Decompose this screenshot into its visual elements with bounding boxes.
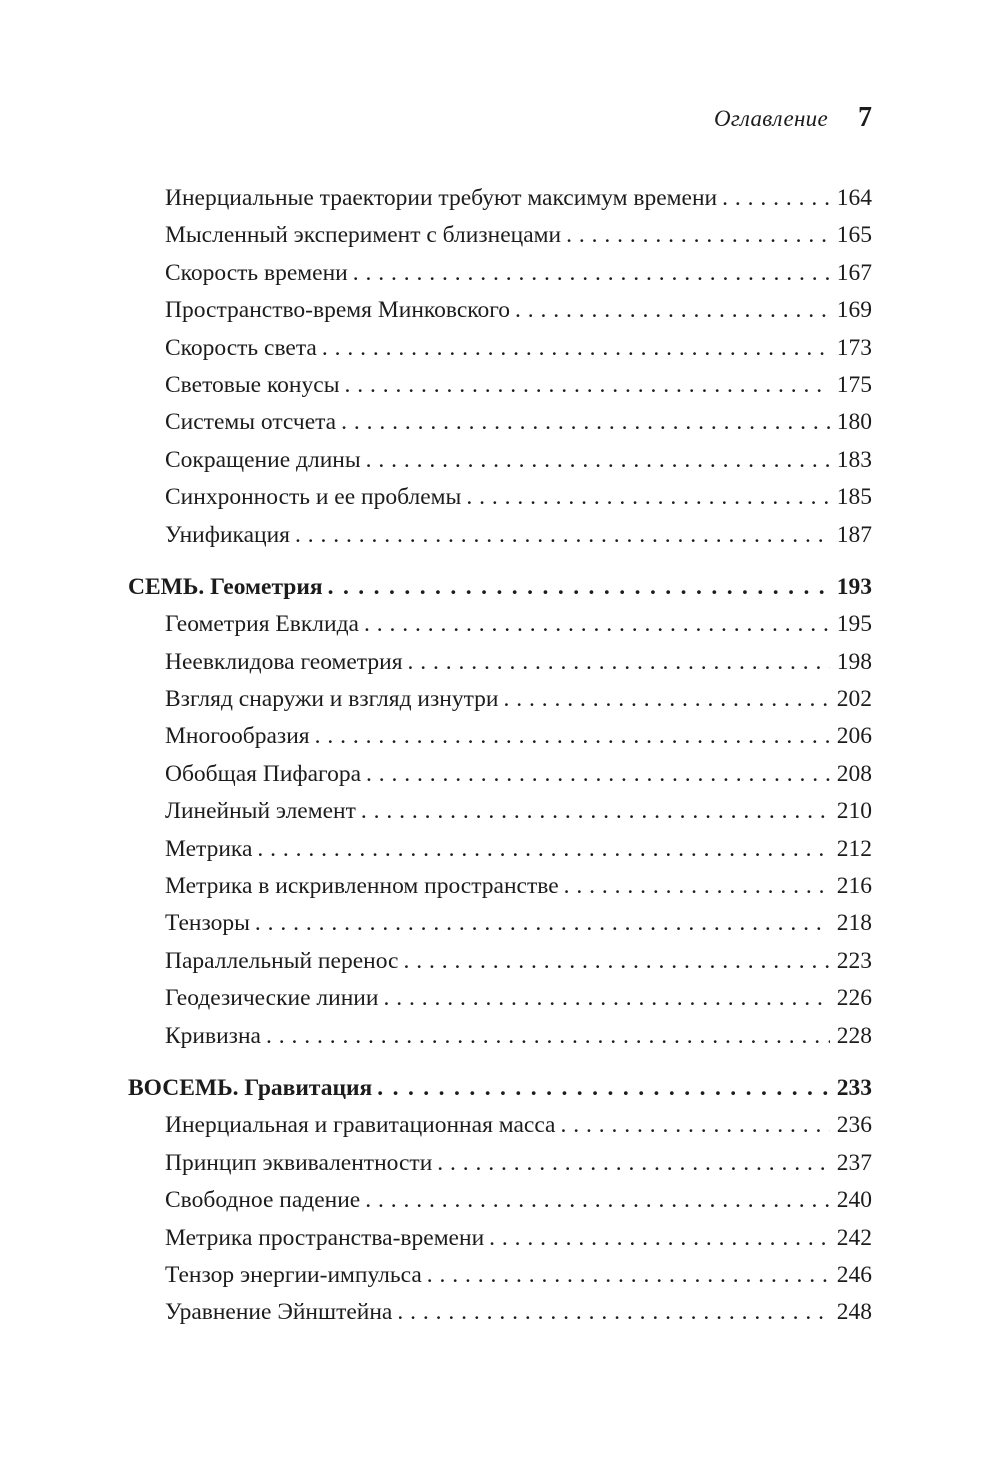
toc-page-number: 198 bbox=[836, 648, 872, 675]
toc-entry bbox=[128, 943, 872, 980]
toc-page-number: 237 bbox=[836, 1149, 872, 1176]
dot-leader bbox=[564, 868, 830, 905]
dot-leader bbox=[353, 255, 830, 292]
toc-page-number: 187 bbox=[836, 521, 872, 548]
toc-page-number: 164 bbox=[836, 185, 872, 211]
toc-page-number: 195 bbox=[836, 611, 872, 638]
toc-entry bbox=[128, 1294, 872, 1331]
toc-entry bbox=[128, 404, 872, 441]
toc-entry bbox=[128, 292, 872, 329]
dot-leader bbox=[408, 644, 830, 681]
toc-entry-title: Скорость света bbox=[165, 334, 317, 361]
toc-entry bbox=[128, 831, 872, 868]
dot-leader bbox=[366, 756, 830, 793]
toc-page-number: 216 bbox=[836, 873, 872, 900]
toc-entry-title: Сокращение длины bbox=[165, 446, 361, 473]
toc-page-number: 212 bbox=[836, 835, 872, 862]
toc-entry bbox=[128, 255, 872, 292]
toc-entry-title: Унификация bbox=[165, 521, 290, 548]
toc-page-number: 228 bbox=[836, 1022, 872, 1049]
toc-page-number: 206 bbox=[836, 723, 872, 750]
toc-entry-title: Геометрия Евклида bbox=[165, 611, 359, 638]
toc-entry-title: Свободное падение bbox=[165, 1187, 361, 1214]
toc-entry bbox=[128, 367, 872, 404]
toc-entry bbox=[128, 905, 872, 942]
toc-entry-title: Метрика в искривленном пространстве bbox=[165, 873, 559, 900]
toc-entry-title: Мысленный эксперимент с близнецами bbox=[165, 222, 562, 249]
dot-leader bbox=[722, 180, 830, 217]
toc-chapter-entry bbox=[128, 569, 872, 606]
toc-page-number: 223 bbox=[836, 947, 872, 974]
dot-leader bbox=[266, 1018, 830, 1055]
dot-leader bbox=[566, 217, 830, 254]
toc-page-number: 165 bbox=[836, 222, 872, 249]
toc-entry bbox=[128, 330, 872, 367]
toc-chapter-entry bbox=[128, 1070, 872, 1107]
running-header bbox=[714, 102, 872, 134]
toc-page-number: 173 bbox=[836, 334, 872, 361]
toc-entry bbox=[128, 644, 872, 681]
toc-entry-title: Световые конусы bbox=[165, 371, 340, 398]
toc-page-number: 218 bbox=[836, 910, 872, 937]
toc-entry bbox=[128, 756, 872, 793]
dot-leader bbox=[341, 404, 830, 441]
dot-leader bbox=[295, 517, 830, 554]
toc-entry bbox=[128, 793, 872, 830]
dot-leader bbox=[344, 367, 829, 404]
toc-entry bbox=[128, 479, 872, 516]
toc-page-number: 248 bbox=[836, 1299, 872, 1326]
toc-entry-title: Метрика bbox=[165, 835, 253, 862]
toc-chapter-title: ВОСЕМЬ. Гравитация bbox=[128, 1074, 373, 1101]
toc-page-number: 233 bbox=[836, 1074, 872, 1101]
toc-page-number: 202 bbox=[836, 686, 872, 713]
dot-leader bbox=[328, 569, 830, 606]
table-of-contents bbox=[128, 180, 872, 1332]
toc-entry-title: Инерциальные траектории требуют максимум времени bbox=[165, 185, 718, 211]
toc-entry-title: Параллельный перенос bbox=[165, 947, 399, 974]
dot-leader bbox=[365, 1182, 830, 1219]
dot-leader bbox=[560, 1107, 829, 1144]
dot-leader bbox=[322, 330, 830, 367]
toc-entry bbox=[128, 517, 872, 554]
toc-entry-title: Пространство-время Минковского bbox=[165, 297, 511, 324]
toc-page-number: 236 bbox=[836, 1112, 872, 1139]
dot-leader bbox=[466, 479, 829, 516]
toc-entry-title: Обобщая Пифагора bbox=[165, 760, 362, 787]
toc-page-number: 242 bbox=[836, 1224, 872, 1251]
toc-entry-title: Метрика пространства-времени bbox=[165, 1224, 485, 1251]
toc-entry bbox=[128, 1018, 872, 1055]
dot-leader bbox=[397, 1294, 829, 1331]
toc-entry bbox=[128, 980, 872, 1017]
toc-page-number: 226 bbox=[836, 985, 872, 1012]
toc-entry-title: Принцип эквивалентности bbox=[165, 1149, 433, 1176]
toc-page-number: 208 bbox=[836, 760, 872, 787]
toc-page-number: 183 bbox=[836, 446, 872, 473]
toc-page-number: 167 bbox=[836, 259, 872, 286]
toc-entry bbox=[128, 1107, 872, 1144]
toc-entry-title: Многообразия bbox=[165, 723, 310, 750]
toc-entry-title: Взгляд снаружи и взгляд изнутри bbox=[165, 686, 499, 713]
dot-leader bbox=[255, 905, 830, 942]
dot-leader bbox=[437, 1145, 829, 1182]
dot-leader bbox=[257, 831, 829, 868]
dot-leader bbox=[366, 442, 830, 479]
dot-leader bbox=[427, 1257, 830, 1294]
toc-page-number: 185 bbox=[836, 484, 872, 511]
running-header-title: Оглавление bbox=[713, 106, 828, 131]
dot-leader bbox=[504, 681, 830, 718]
toc-entry-title: Скорость времени bbox=[165, 259, 348, 286]
toc-entry-title: Неевклидова геометрия bbox=[165, 648, 403, 675]
dot-leader bbox=[489, 1220, 830, 1257]
toc-entry-title: Тензоры bbox=[165, 910, 250, 937]
toc-entry-title: Геодезические линии bbox=[165, 985, 379, 1012]
toc-page-number: 193 bbox=[836, 573, 872, 600]
toc-entry bbox=[128, 718, 872, 755]
dot-leader bbox=[361, 793, 830, 830]
dot-leader bbox=[364, 606, 830, 643]
toc-entry bbox=[128, 681, 872, 718]
page-number: 7 bbox=[858, 102, 872, 133]
toc-entry bbox=[128, 1145, 872, 1182]
toc-entry bbox=[128, 1257, 872, 1294]
dot-leader bbox=[383, 980, 829, 1017]
toc-entry-title: Инерциальная и гравитационная масса bbox=[165, 1112, 556, 1139]
toc-entry-title: Кривизна bbox=[165, 1022, 261, 1049]
toc-entry bbox=[128, 868, 872, 905]
toc-entry bbox=[128, 606, 872, 643]
toc-entry-title: Системы отсчета bbox=[165, 409, 337, 436]
toc-entry bbox=[128, 180, 872, 217]
toc-page-number: 175 bbox=[836, 371, 872, 398]
toc-entry-title: Синхронность и ее проблемы bbox=[165, 484, 462, 511]
toc-page-number: 240 bbox=[836, 1187, 872, 1214]
toc-page-number: 246 bbox=[836, 1261, 872, 1288]
toc-entry bbox=[128, 1220, 872, 1257]
dot-leader bbox=[315, 718, 830, 755]
toc-page-number: 180 bbox=[836, 409, 872, 436]
toc-entry bbox=[128, 217, 872, 254]
dot-leader bbox=[377, 1070, 830, 1107]
toc-page-number: 169 bbox=[836, 297, 872, 324]
toc-entry-title: Тензор энергии-импульса bbox=[165, 1261, 422, 1288]
toc-entry-title: Линейный элемент bbox=[165, 798, 356, 825]
toc-page-number: 210 bbox=[836, 798, 872, 825]
toc-entry bbox=[128, 442, 872, 479]
toc-entry bbox=[128, 1182, 872, 1219]
toc-entry-title: Уравнение Эйнштейна bbox=[165, 1299, 393, 1326]
dot-leader bbox=[515, 292, 830, 329]
dot-leader bbox=[403, 943, 829, 980]
toc-chapter-title: СЕМЬ. Геометрия bbox=[128, 573, 323, 600]
